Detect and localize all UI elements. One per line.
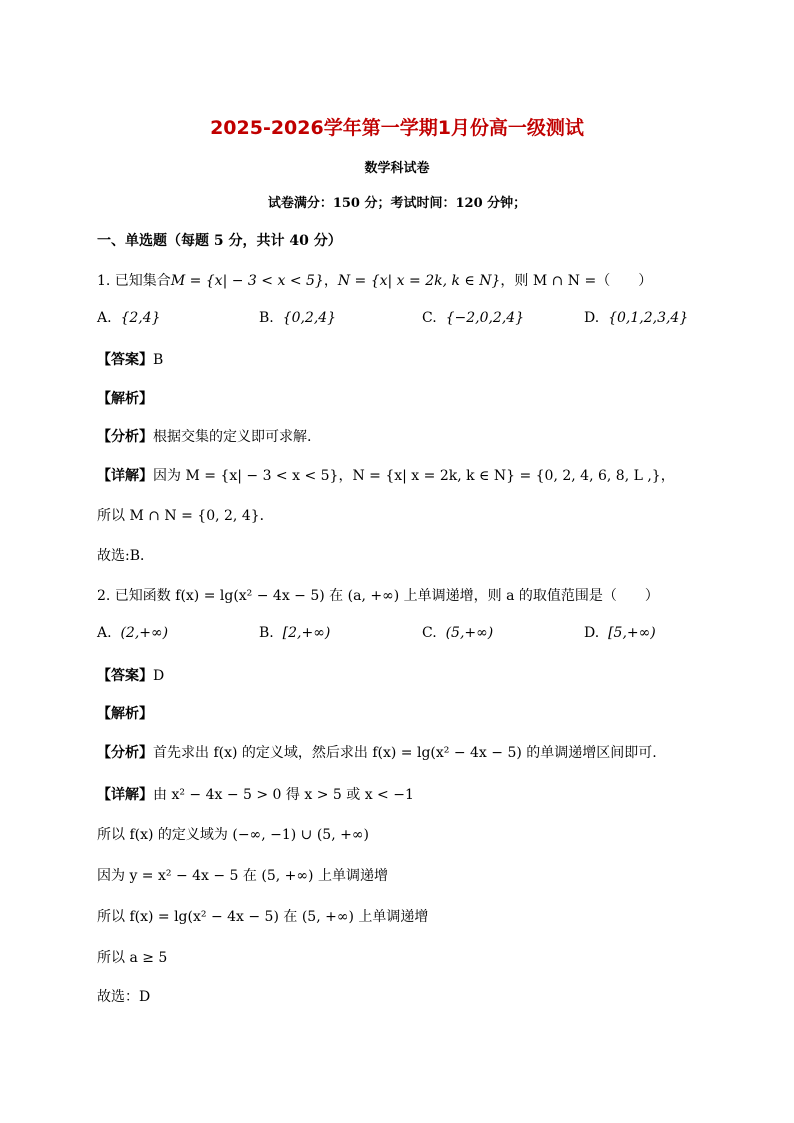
section-heading: 一、单选题（每题 5 分，共计 40 分）: [97, 233, 342, 249]
q2-answer-line: 【答案】D: [97, 668, 165, 684]
q2-detail-line: 【详解】由 x² − 4x − 5 > 0 得 x > 5 或 x < −1: [97, 787, 414, 803]
q1-analysis-tag: 【解析】: [97, 391, 153, 407]
q1-choice: 故选:B．: [97, 548, 155, 564]
q2-option-a: A. (2,+∞): [97, 625, 169, 641]
subject-subtitle: 数学科试卷: [364, 161, 430, 176]
q2-option-b: B. [2,+∞): [259, 625, 331, 641]
q2-option-c: C. (5,+∞): [422, 625, 494, 641]
exam-info: 试卷满分：150 分；考试时间：120 分钟；: [267, 196, 527, 211]
q2-fenxi-line: 【分析】首先求出 f(x) 的定义域，然后求出 f(x) = lg(x² − 4x − 5) 的单调递增区间即可.: [97, 745, 657, 761]
q1-detail-line: 【详解】因为 M = {x| − 3 < x < 5}，N = {x| x = 2k, k ∈ N} = {0, 2, 4, 6, 8, L ,}，: [97, 468, 675, 484]
q1-answer-line: [97, 349, 163, 369]
q1-tail: ，则 M ∩ N =（ ）: [500, 273, 653, 289]
q2-choice: 故选：D: [97, 989, 151, 1005]
q2-step4: 所以 a ≥ 5: [97, 950, 168, 966]
q1-m-set: M = {x| − 3 < x < 5}: [170, 273, 324, 289]
q1-option-a: A. {2,4}: [97, 310, 161, 326]
q2-step3: 所以 f(x) = lg(x² − 4x − 5) 在 (5, +∞) 上单调递增: [97, 909, 429, 925]
q1-option-d: D. {0,1,2,3,4}: [584, 310, 689, 326]
q1-stem-line: [97, 270, 652, 290]
q1-option-b: B. {0,2,4}: [259, 310, 337, 326]
q1-sep: ，: [323, 273, 338, 289]
q1-stem: 1. 已知集合: [97, 273, 171, 289]
q2-answer: D: [153, 668, 165, 684]
q1-answer: B: [153, 352, 164, 368]
q2-step2: 因为 y = x² − 4x − 5 在 (5, +∞) 上单调递增: [97, 868, 388, 884]
q2-stem: 2. 已知函数 f(x) = lg(x² − 4x − 5) 在 (a, +∞) 上单调递增，则 a 的取值范围是（ ）: [97, 588, 659, 604]
page-title: 2025-2026学年第一学期1月份高一级测试: [210, 117, 584, 139]
q1-option-c: C. {−2,0,2,4}: [422, 310, 525, 326]
q2-option-d: D. [5,+∞): [584, 625, 656, 641]
q1-conclusion: 所以 M ∩ N = {0, 2, 4}．: [97, 508, 274, 524]
q2-step1: 所以 f(x) 的定义域为 (−∞, −1) ∪ (5, +∞): [97, 827, 369, 843]
q1-n-set: N = {x| x = 2k, k ∈ N}: [337, 273, 501, 289]
q1-fenxi-line: 【分析】根据交集的定义即可求解.: [97, 429, 312, 445]
q2-analysis-tag: 【解析】: [97, 706, 153, 722]
answer-tag: 【答案】: [97, 352, 153, 368]
